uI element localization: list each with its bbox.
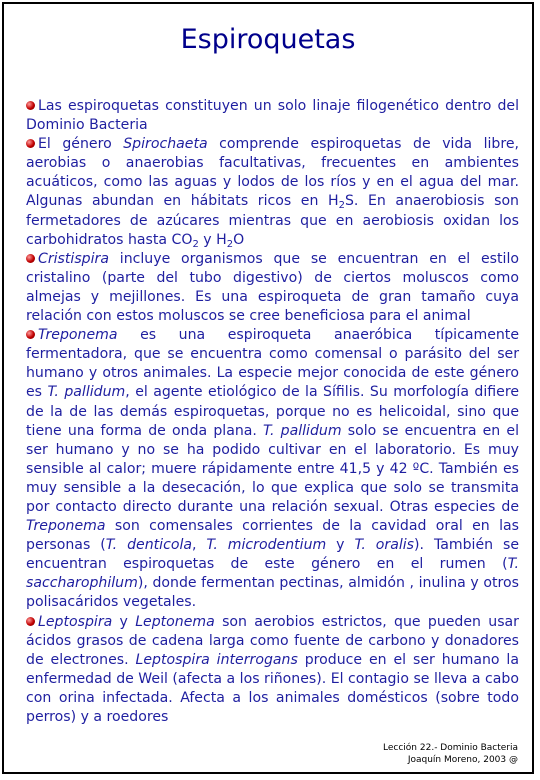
- text-run: Las espiroquetas constituyen un solo linaje filogenético dentro del Dominio Bacteria: [26, 98, 519, 134]
- text-run: ), donde fermentan pectinas, almidón , inulina y otros polisacáridos vegetales.: [26, 575, 519, 611]
- text-run: y: [326, 537, 355, 554]
- text-run: S. En anaerobiosis son fermetadores de azúcares mientras que en aerobiosis oxidan los carbohidratos hasta CO: [26, 193, 519, 248]
- text-run: , el agente etiológico de la Sífilis. Su morfología difiere de la de las demás espiroquetas, porque no es helicoidal, sino que tiene una forma de onda plana.: [26, 384, 519, 439]
- species-name: T. pallidum: [263, 422, 342, 439]
- text-run: O: [233, 231, 245, 248]
- page-title: Espiroquetas: [180, 24, 356, 55]
- text-run: produce en el ser humano la enfermedad de Weil (afecta a los riñones). El contagio se lleva a cabo con orina infectada. Afecta a los animales domésticos (sobre todo perros) y a roedores: [26, 651, 519, 725]
- subscript: 2: [338, 200, 345, 212]
- genus-name: Leptospira: [38, 613, 113, 630]
- text-run: son aerobios estrictos, que pueden usar ácidos grasos de cadena larga como fuente de carbono y donadores de electrones.: [26, 613, 519, 668]
- genus-name: Leptonema: [135, 613, 215, 630]
- text-run: y: [112, 613, 136, 630]
- paragraph-3: [26, 250, 519, 326]
- species-name: T. saccharophilum: [26, 556, 519, 592]
- subscript: 2: [192, 238, 199, 250]
- footer: [383, 742, 518, 766]
- red-bullet-icon: [26, 254, 35, 263]
- text-run: comprende espiroquetas de vida libre, aerobias o anaerobias facultativas, frecuentes en ambientes acuáticos, como las aguas y lodos de los ríos y en el agua del mar. Algunas abundan en hábitats ricos en H: [26, 136, 519, 210]
- subscript: 2: [226, 238, 234, 250]
- paragraph-5: [26, 613, 519, 728]
- genus-name: Spirochaeta: [123, 136, 208, 153]
- red-bullet-icon: [26, 617, 35, 626]
- species-name: Leptospira interrogans: [135, 651, 298, 668]
- species-name: T. oralis: [354, 537, 415, 554]
- red-bullet-icon: [26, 101, 35, 110]
- paragraph-4: [26, 326, 519, 612]
- paragraph-2: [26, 135, 519, 250]
- text-run: ,: [192, 537, 207, 554]
- species-name: T. denticola: [105, 537, 192, 554]
- footer-author: Joaquín Moreno, 2003 @: [407, 755, 518, 765]
- text-run: y H: [198, 231, 227, 248]
- species-name: T. microdentium: [206, 537, 327, 554]
- species-name: T. pallidum: [47, 384, 126, 401]
- slide-frame: [2, 2, 534, 774]
- footer-lesson: Lección 22.- Dominio Bacteria: [383, 743, 518, 753]
- genus-name: Cristispira: [38, 250, 109, 267]
- text-run: solo se encuentra en el ser humano y no se ha podido cultivar en el laboratorio. Es muy sensible al calor; muere rápidamente entre 41,5 y 42 ºC. También es muy sensible a la desecación, lo que explica que solo se transmita por contacto directo durante una relación sexual. Otras especies de: [26, 422, 519, 515]
- text-run: son comensales corrientes de la cavidad oral en las personas (: [26, 518, 519, 554]
- text-run: ). También se encuentran espiroquetas de este género en el rumen (: [26, 537, 519, 573]
- genus-name: Treponema: [26, 518, 106, 535]
- genus-name: Treponema: [38, 327, 118, 344]
- text-run: El género: [38, 136, 124, 153]
- content-body: [26, 97, 519, 727]
- paragraph-1: [26, 97, 519, 135]
- red-bullet-icon: [26, 139, 35, 148]
- red-bullet-icon: [26, 330, 35, 339]
- text-run: incluye organismos que se encuentran en el estilo cristalino (parte del tubo digestivo) de ciertos moluscos como almejas y mejillones. Es una espiroqueta de gran tamaño cuya relación con estos moluscos se cree beneficiosa para el animal: [26, 250, 519, 325]
- text-run: es una espiroqueta anaeróbica típicamente fermentadora, que se encuentra como comensal o parásito del ser humano y otros animales. La especie mejor conocida de este género es: [26, 327, 519, 401]
